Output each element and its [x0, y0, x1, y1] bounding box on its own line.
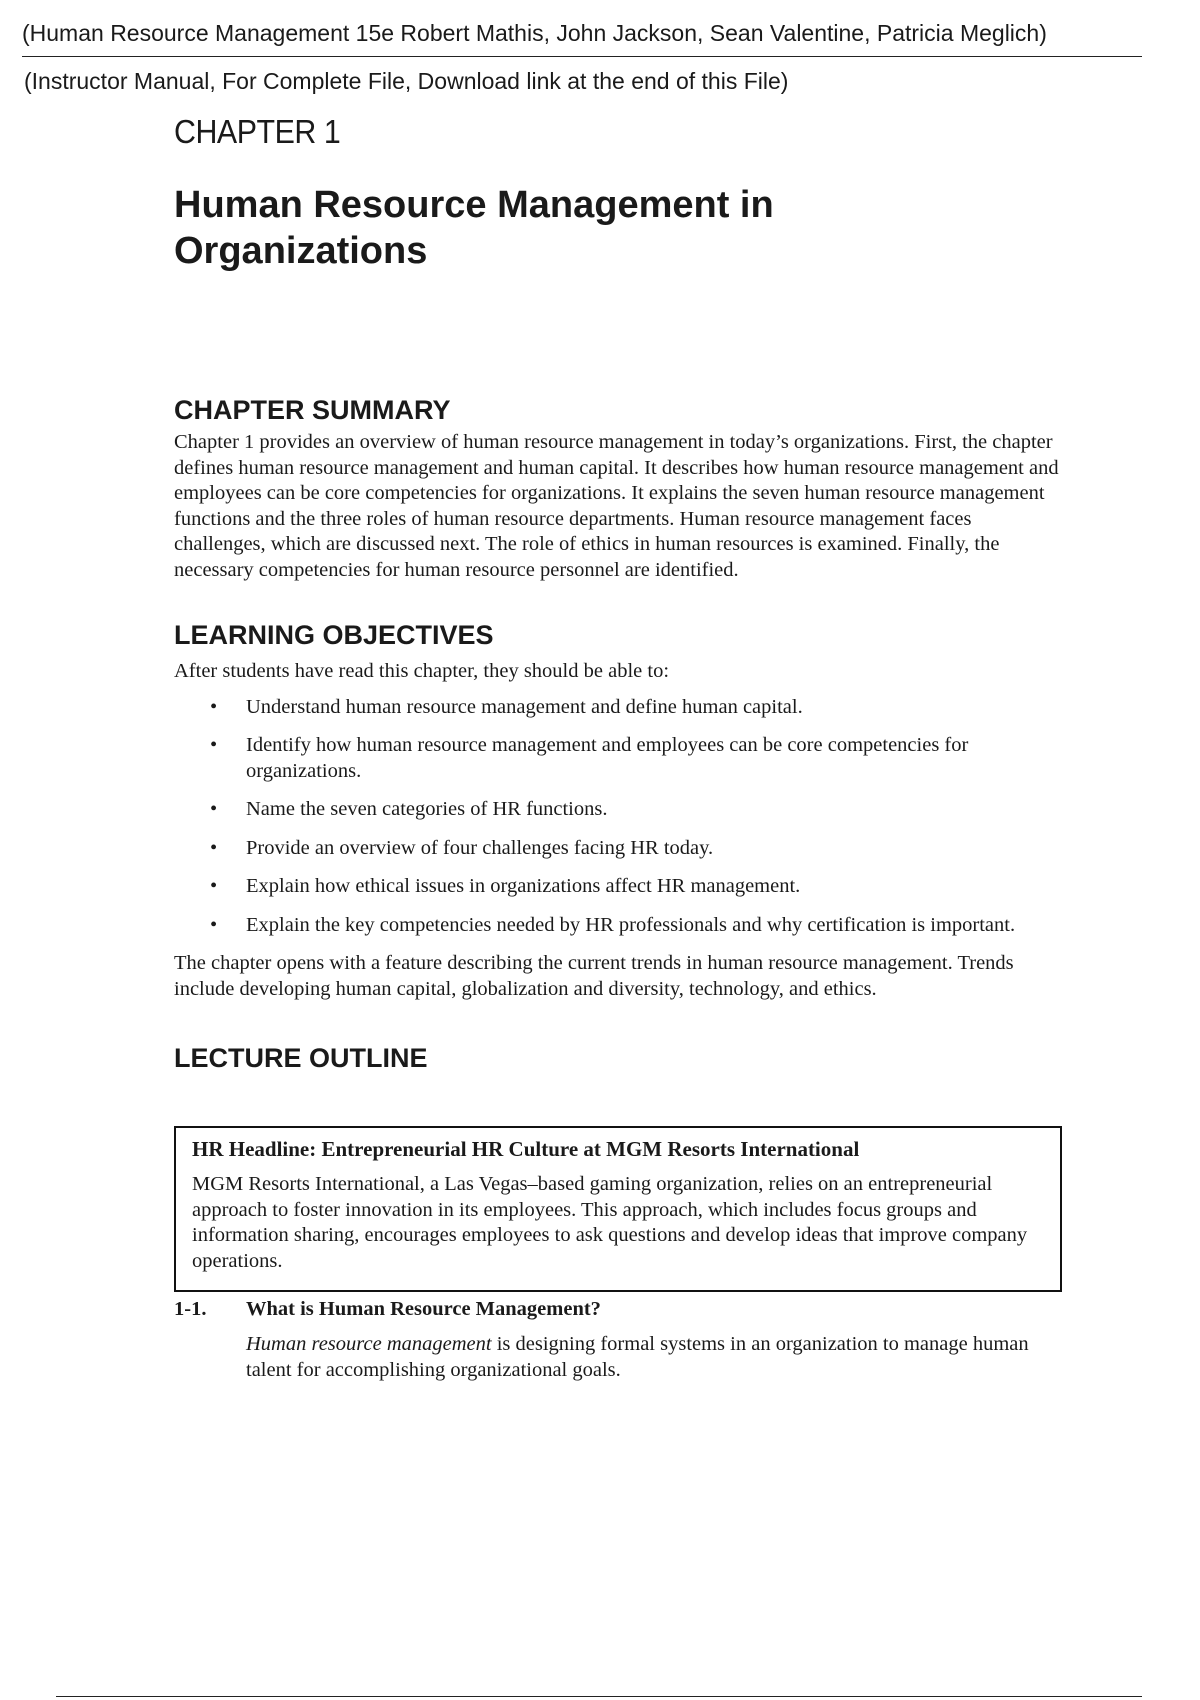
objective-text: Explain the key competencies needed by HR professionals and why certification is important.: [246, 913, 1016, 936]
hrm-definition: [246, 1332, 1062, 1383]
list-item: [174, 836, 1062, 862]
header-divider: [22, 56, 1142, 57]
bullet-icon: •: [210, 875, 218, 897]
bullet-icon: •: [210, 798, 218, 820]
hr-headline-box: [174, 1126, 1062, 1292]
instructor-manual-note: (Instructor Manual, For Complete File, Download link at the end of this File): [24, 68, 789, 94]
lecture-outline-heading: LECTURE OUTLINE: [174, 1043, 428, 1073]
hr-headline-title: HR Headline: Entrepreneurial HR Culture at MGM Resorts International: [192, 1137, 860, 1161]
bullet-icon: •: [210, 734, 218, 756]
list-item: [174, 913, 1062, 939]
definition-text: is designing formal systems in an organization to manage human talent for accomplishing organizational goals.: [246, 1333, 1029, 1381]
chapter-title-line-2: Organizations: [174, 230, 428, 272]
chapter-summary-text: Chapter 1 provides an overview of human resource management in today’s organizations. First, the chapter defines human resource management and human capital. It describes how human resource management and employees can be core competencies for organizations. It explains the seven human resource management functions and the three roles of human resource departments. Human resource management faces challenges, which are discussed next. The role of ethics in human resources is examined. Finally, the necessary competencies for human resource personnel are identified.: [174, 431, 1059, 581]
book-citation-header: (Human Resource Management 15e Robert Mathis, John Jackson, Sean Valentine, Patricia Meglich): [22, 20, 1047, 46]
objective-text: Explain how ethical issues in organizations affect HR management.: [246, 875, 801, 897]
section-title: What is Human Resource Management?: [246, 1298, 601, 1320]
footer-divider: [56, 1696, 1142, 1697]
bullet-icon: •: [210, 695, 218, 718]
page-content: [174, 112, 1062, 1383]
objective-text: Identify how human resource management and employees can be core competencies for organizations.: [246, 734, 969, 782]
list-item: [174, 874, 1062, 900]
chapter-summary-heading: CHAPTER SUMMARY: [174, 395, 451, 425]
list-item: [174, 695, 1062, 721]
learning-objectives-list: [174, 695, 1062, 939]
chapter-title-line-1: Human Resource Management in: [174, 184, 774, 226]
learning-objectives-heading: LEARNING OBJECTIVES: [174, 620, 494, 650]
chapter-label: CHAPTER 1: [174, 113, 341, 150]
objective-text: Name the seven categories of HR functions.: [246, 798, 608, 820]
outline-section-1-1: [174, 1296, 1062, 1383]
learning-objectives-intro: After students have read this chapter, they should be able to:: [174, 660, 670, 682]
objective-text: Understand human resource management and define human capital.: [246, 695, 803, 718]
objective-text: Provide an overview of four challenges facing HR today.: [246, 836, 714, 859]
list-item: [174, 797, 1062, 823]
definition-term: Human resource management: [246, 1333, 492, 1355]
section-number: 1-1.: [174, 1298, 207, 1320]
bullet-icon: •: [210, 913, 218, 936]
bullet-icon: •: [210, 836, 218, 859]
list-item: [174, 733, 1062, 784]
chapter-title: [174, 182, 1062, 274]
hr-headline-body: MGM Resorts International, a Las Vegas–based gaming organization, relies on an entrepreneurial approach to foster innovation in its employees. This approach, which includes focus groups and information sharing, encourages employees to ask questions and develop ideas that improve company operations.: [192, 1173, 1028, 1272]
chapter-opening-note: The chapter opens with a feature describing the current trends in human resource management. Trends include developing human capital, globalization and diversity, technology, and ethics.: [174, 952, 1014, 1000]
